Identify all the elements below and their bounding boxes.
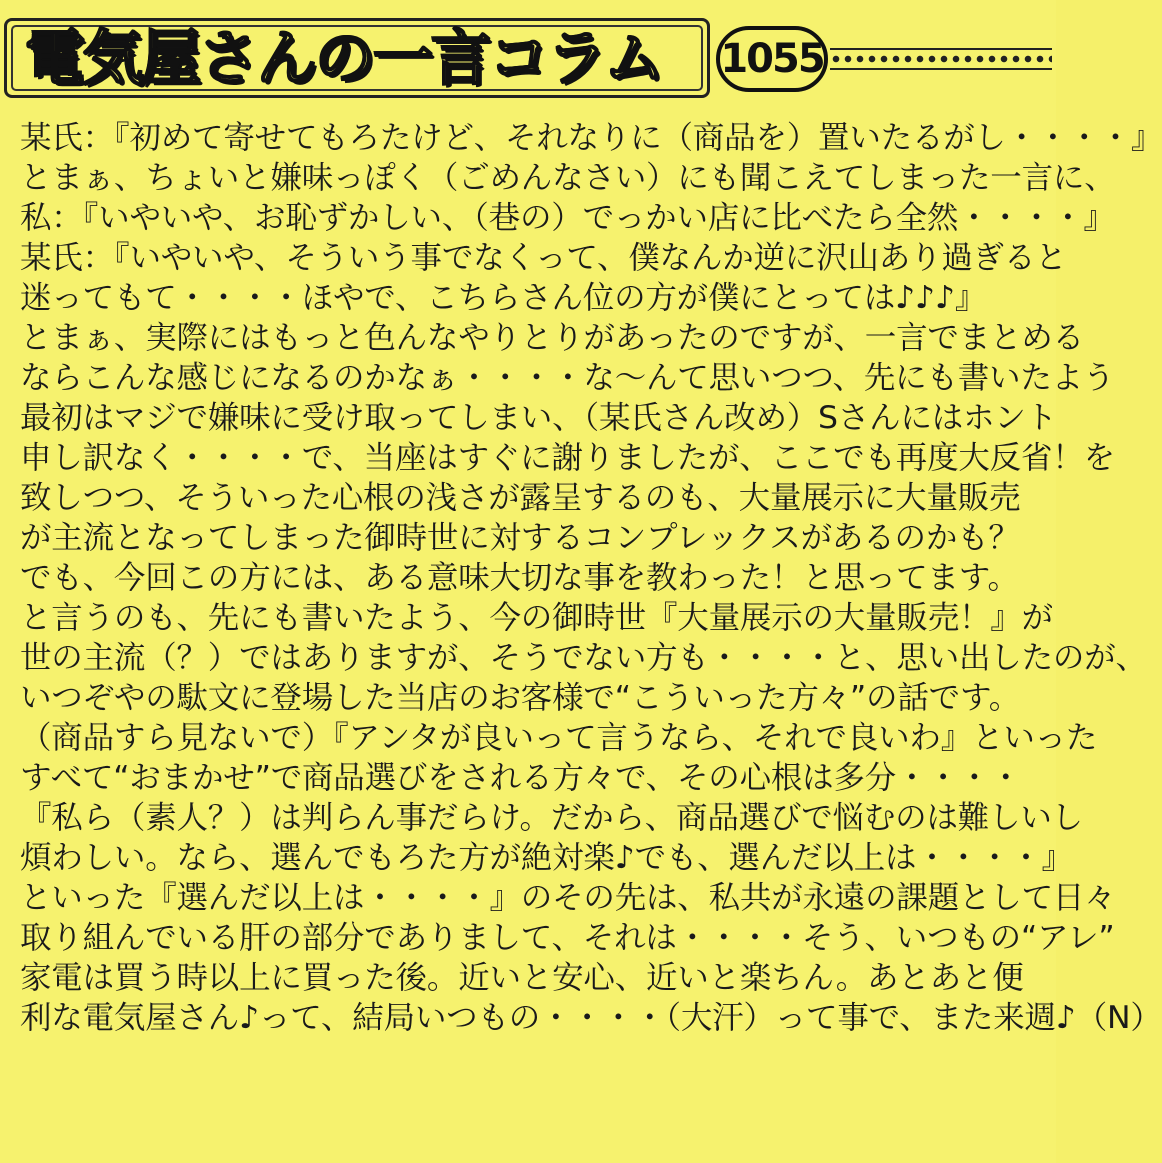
body-line: 利な電気屋さん♪って、結局いつもの・・・・（大汗）って事で、また来週♪（N） <box>20 1000 1162 1036</box>
body-line: 『私ら（素人？）は判らん事だらけ。だから、商品選びで悩むのは難しいし <box>20 800 1083 836</box>
body-line: 煩わしい。なら、選んでもろた方が絶対楽♪でも、選んだ以上は・・・・』 <box>20 840 1073 876</box>
body-line: とまぁ、実際にはもっと色んなやりとりがあったのですが、一言でまとめる <box>20 320 1084 356</box>
decorative-dotted-rule <box>830 46 1052 72</box>
body-line: すべて“おまかせ”で商品選びをされる方々で、その心根は多分・・・・ <box>20 760 1022 796</box>
body-line: 迷ってもて・・・・ほやで、こちらさん位の方が僕にとっては♪♪♪』 <box>20 280 987 316</box>
body-line: 某氏：『初めて寄せてもろたけど、それなりに（商品を）置いたるがし・・・・』 <box>20 120 1162 156</box>
body-line: 私：『いやいや、お恥ずかしい、（巷の）でっかい店に比べたら全然・・・・』 <box>20 200 1115 236</box>
body-line: 最初はマジで嫌味に受け取ってしまい、（某氏さん改め）Sさんにはホント <box>20 400 1057 436</box>
rule-dots <box>830 53 1052 65</box>
body-line: いつぞやの駄文に登場した当店のお客様で“こういった方々”の話です。 <box>20 680 1021 716</box>
column-body <box>20 118 1162 1038</box>
title-plate <box>4 18 710 98</box>
rule-line-top <box>830 48 1052 50</box>
body-line: が主流となってしまった御時世に対するコンプレックスがあるのかも？ <box>20 520 1020 556</box>
body-line: でも、今回この方には、ある意味大切な事を教わった！と思ってます。 <box>20 560 1019 596</box>
body-line: と言うのも、先にも書いたよう、今の御時世『大量展示の大量販売！』が <box>20 600 1053 636</box>
body-line: 申し訳なく・・・・で、当座はすぐに謝りましたが、ここでも再度大反省！を <box>20 440 1115 476</box>
column-header <box>0 0 1056 110</box>
body-line: 取り組んでいる肝の部分でありまして、それは・・・・そう、いつもの“アレ” <box>20 920 1115 956</box>
body-line: 家電は買う時以上に買った後。近いと安心、近いと楽ちん。あとあと便 <box>20 960 1024 996</box>
body-line: 某氏：『いやいや、そういう事でなくって、僕なんか逆に沢山あり過ぎると <box>20 240 1067 276</box>
column-title: 電気屋さんの一言コラム <box>25 24 663 94</box>
body-line: ならこんな感じになるのかなぁ・・・・な～んて思いつつ、先にも書いたよう <box>20 360 1115 396</box>
issue-number: 1055 <box>720 36 824 82</box>
body-line: といった『選んだ以上は・・・・』のその先は、私共が永遠の課題として日々 <box>20 880 1116 916</box>
body-line: （商品すら見ないで）『アンタが良いって言うなら、それで良いわ』といった <box>20 720 1098 756</box>
body-line: 致しつつ、そういった心根の浅さが露呈するのも、大量展示に大量販売 <box>20 480 1021 516</box>
issue-number-badge <box>716 26 828 92</box>
rule-line-bottom <box>830 68 1052 70</box>
body-line: とまぁ、ちょいと嫌味っぽく（ごめんなさい）にも聞こえてしまった一言に、 <box>20 160 1116 196</box>
body-line: 世の主流（？）ではありますが、そうでない方も・・・・と、思い出したのが、 <box>20 640 1147 676</box>
